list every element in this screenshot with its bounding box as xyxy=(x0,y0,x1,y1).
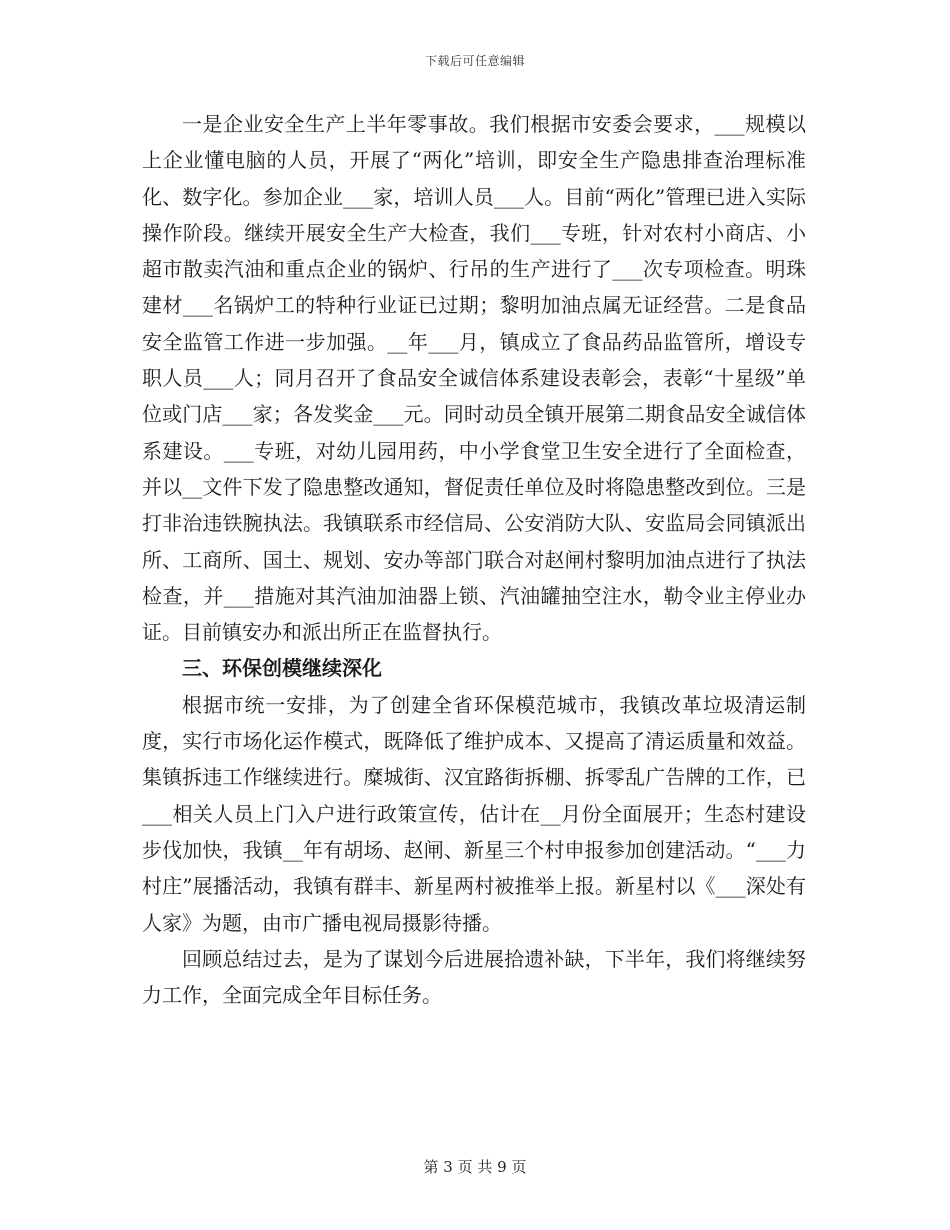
page-header: 下载后可任意编辑 xyxy=(424,54,525,68)
page-footer: 第 3 页 共 9 页 xyxy=(423,1158,527,1176)
paragraph-environmental: 根据市统一安排，为了创建全省环保模范城市，我镇改革垃圾清运制度，实行市场化运作模式，既降低了维护成本、又提高了清运质量和效益。集镇拆违工作继续进行。糜城街、汉宜路街拆棚、拆零乱广告牌的工作，已___相关人员上门入户进行政策宣传，估计在__月份全面展开；生态村建设步伐加快，我镇__年有胡场、赵闸、新星三个村申报参加创建活动。“___力村庄”展播活动，我镇有群丰、新星两村被推举上报。新星村以《___深处有人家》为题，由市广播电视局摄影待播。 xyxy=(142,692,806,935)
paragraph-conclusion: 回顾总结过去，是为了谋划今后进展拾遗补缺，下半年，我们将继续努力工作，全面完成全年目标任务。 xyxy=(142,946,806,1008)
section-heading-environmental: 三、环保创模继续深化 xyxy=(182,656,382,681)
paragraph-safety-food-enforcement: 一是企业安全生产上半年零事故。我们根据市安委会要求，___规模以上企业懂电脑的人员，开展了“两化”培训，即安全生产隐患排查治理标准化、数字化。参加企业___家，培训人员___人。目前“两化”管理已进入实际操作阶段。继续开展安全生产大检查，我们___专班，针对农村小商店、小超市散卖汽油和重点企业的锅炉、行吊的生产进行了___次专项检查。明珠建材___名锅炉工的特种行业证已过期；黎明加油点属无证经营。二是食品安全监管工作进一步加强。__年___月，镇成立了食品药品监管所，增设专职人员___人；同月召开了食品安全诚信体系建设表彰会，表彰“十星级”单位或门店___家；各发奖金___元。同时动员全镇开展第二期食品安全诚信体系建设。___专班，对幼儿园用药，中小学食堂卫生安全进行了全面检查，并以__文件下发了隐患整改通知，督促责任单位及时将隐患整改到位。三是打非治违铁腕执法。我镇联系市经信局、公安消防大队、安监局会同镇派出所、工商所、国土、规划、安办等部门联合对赵闸村黎明加油点进行了执法检查，并___措施对其汽油加油器上锁、汽油罐抽空注水，勒令业主停业办证。目前镇安办和派出所正在监督执行。 xyxy=(142,112,806,645)
document-body xyxy=(142,106,806,1013)
